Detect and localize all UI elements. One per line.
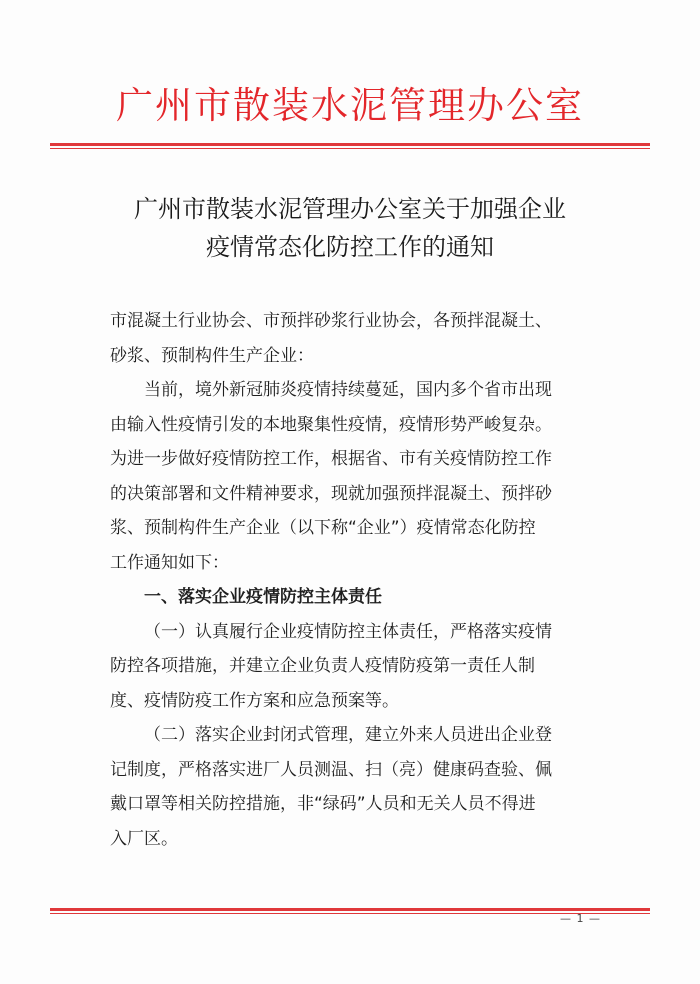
- body-line: 防控各项措施，并建立企业负责人疫情防疫第一责任人制: [110, 656, 535, 676]
- body-line: 度、疫情防疫工作方案和应急预案等。: [110, 690, 399, 711]
- body-line: 当前，境外新冠肺炎疫情持续蔓延，国内多个省市出现: [144, 380, 552, 400]
- body-line: 记制度，严格落实进厂人员测温、扫（亮）健康码查验、佩: [110, 759, 552, 780]
- body-line: （二）落实企业封闭式管理，建立外来人员进出企业登: [144, 725, 552, 745]
- body-line: 工作通知如下：: [110, 552, 229, 573]
- body-line: 戴口罩等相关防控措施，非“绿码”人员和无关人员不得进: [110, 794, 536, 814]
- body-line: 浆、预制构件生产企业（以下称“企业”）疫情常态化防控: [110, 518, 536, 538]
- org-header: 广州市散装水泥管理办公室: [116, 84, 584, 127]
- body-line: 市混凝土行业协会、市预拌砂浆行业协会，各预拌混凝土、: [110, 311, 552, 331]
- body-line: 入厂区。: [110, 828, 178, 849]
- header-divider: [50, 143, 650, 150]
- document-title-line-2: 疫情常态化防控工作的通知: [206, 233, 494, 261]
- header-divider-thin: [50, 148, 650, 149]
- document-title: [0, 190, 700, 266]
- document-body: [110, 304, 610, 856]
- section-heading: 一、落实企业疫情防控主体责任: [144, 587, 382, 607]
- page-number: — 1 —: [560, 912, 601, 925]
- document-title-line-1: 广州市散装水泥管理办公室关于加强企业: [134, 195, 566, 223]
- body-line: 由输入性疫情引发的本地聚集性疫情，疫情形势严峻复杂。: [110, 414, 552, 435]
- body-line: 为进一步做好疫情防控工作，根据省、市有关疫情防控工作: [110, 449, 552, 469]
- body-line: （一）认真履行企业疫情防控主体责任，严格落实疫情: [144, 621, 552, 642]
- header-divider-thick: [50, 143, 650, 146]
- body-line: 砂浆、预制构件生产企业：: [110, 345, 314, 366]
- body-line: 的决策部署和文件精神要求，现就加强预拌混凝土、预拌砂: [110, 483, 552, 504]
- footer-divider-thick: [50, 908, 650, 911]
